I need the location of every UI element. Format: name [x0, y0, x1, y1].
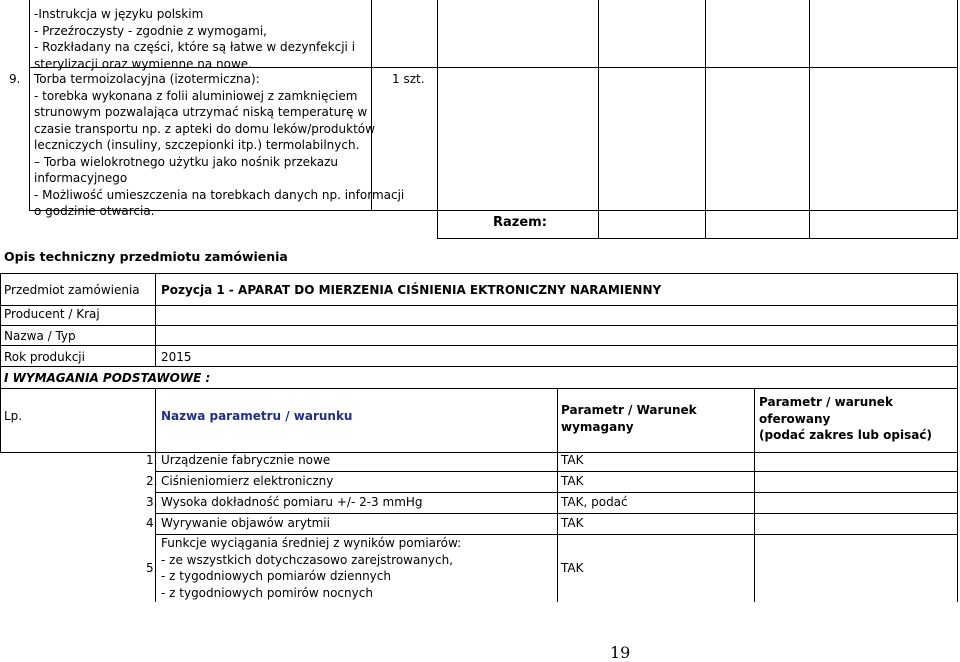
producent-label: Producent / Kraj — [4, 307, 100, 321]
param-name: Funkcje wyciągania średniej z wyników pomiarów: — [161, 536, 462, 550]
rok-value: 2015 — [161, 350, 192, 364]
param-required: TAK, podać — [561, 495, 628, 509]
row9-line: – Torba wielokrotnego użytku jako nośnik przekazu — [34, 154, 339, 169]
param-required: TAK — [561, 453, 584, 467]
row9-line: strunowym pozwalająca utrzymać niską temperaturę w — [34, 105, 368, 119]
row-number: 2. — [146, 474, 158, 488]
row-number: 4. — [146, 516, 158, 530]
header-name: Nazwa parametru / warunku — [161, 409, 353, 423]
cont-line: -Instrukcja w języku polskim — [34, 7, 204, 21]
row9-line: informacyjnego — [34, 171, 128, 185]
quantity-cell: 1 szt. — [392, 72, 425, 86]
przedmiot-label: Przedmiot zamówienia — [4, 283, 140, 297]
header-offered: (podać zakres lub opisać) — [759, 428, 932, 442]
header-required: wymagany — [561, 419, 634, 434]
param-required: TAK — [561, 516, 584, 530]
param-name: Ciśnieniomierz elektroniczny — [161, 474, 334, 488]
cont-line: - Rozkładany na części, które są łatwe w dezynfekcji i — [34, 40, 356, 54]
razem-label: Razem: — [493, 215, 547, 230]
param-name: - z tygodniowych pomiarów dziennych — [161, 569, 391, 583]
row9-line: - torebka wykonana z folii aluminiowej z zamknięciem — [34, 88, 358, 103]
param-name: Urządzenie fabrycznie nowe — [161, 453, 331, 467]
przedmiot-value: Pozycja 1 - APARAT DO MIERZENIA CIŚNIENIA EKTRONICZNY NARAMIENNY — [161, 283, 662, 297]
row9-line: Torba termoizolacyjna (izotermiczna): — [34, 72, 260, 86]
requirements-title: I WYMAGANIA PODSTAWOWE : — [4, 371, 211, 385]
row9-line: leczniczych (insuliny, szczepionki itp.) termolabilnych. — [34, 138, 360, 152]
header-required: Parametr / Warunek — [561, 403, 697, 417]
param-required: TAK — [561, 474, 584, 488]
param-name: Wysoka dokładność pomiaru +/- 2-3 mmHg — [161, 495, 423, 509]
header-lp: Lp. — [4, 409, 23, 423]
header-offered: Parametr / warunek — [759, 395, 893, 409]
section-title: Opis techniczny przedmiotu zamówienia — [4, 249, 288, 264]
header-offered: oferowany — [759, 411, 831, 426]
row-number: 9. — [9, 72, 21, 86]
param-name: - ze wszystkich dotychczasowo zarejstrowanych, — [161, 552, 454, 567]
nazwa-label: Nazwa / Typ — [4, 329, 76, 343]
param-name: Wyrywanie objawów arytmii — [161, 516, 330, 530]
row9-line: czasie transportu np. z apteki do domu leków/produktów — [34, 121, 375, 136]
param-name: - z tygodniowych pomirów nocnych — [161, 585, 373, 600]
cont-line: - Przeźroczysty - zgodnie z wymogami, — [34, 23, 267, 38]
row9-line: o godzinie otwarcia. — [34, 204, 155, 218]
cont-line: sterylizacji oraz wymienne na nowe. — [34, 56, 252, 71]
param-required: TAK — [561, 561, 584, 575]
page-number: 19 — [610, 643, 631, 662]
row-number: 5. — [146, 561, 158, 575]
rok-label: Rok produkcji — [4, 350, 85, 364]
row9-line: - Możliwość umieszczenia na torebkach danych np. informacji — [34, 187, 405, 202]
row-number: 3. — [146, 495, 158, 509]
row-number: 1. — [146, 453, 158, 467]
